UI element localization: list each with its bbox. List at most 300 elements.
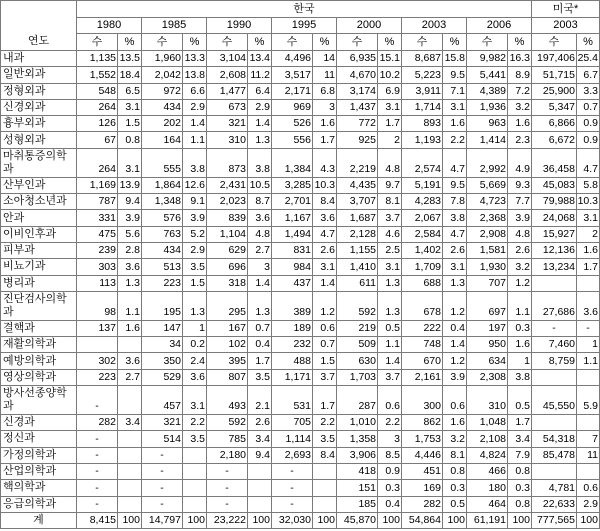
cell-kr-1995-count: - [272, 480, 313, 496]
cell-kr-2006-count: 1,048 [467, 415, 508, 431]
cell-kr-1980-count: 1,169 [77, 178, 118, 194]
cell-kr-1985-count: 434 [142, 243, 183, 259]
cell-kr-2000-count: 772 [337, 116, 378, 132]
cell-kr-2003-percent: 4.7 [443, 227, 467, 243]
cell-kr-2003-percent: 100 [443, 513, 467, 529]
cell-kr-1990-percent: 3.8 [248, 149, 272, 178]
cell-kr-1990-percent: 0.7 [248, 321, 272, 337]
cell-kr-2003-count: 670 [402, 353, 443, 369]
group-header-us: 미국* [532, 1, 600, 18]
cell-kr-2006-count: 697 [467, 292, 508, 321]
cell-kr-1985-percent: 2.9 [183, 100, 207, 116]
cell-kr-1990-count: 629 [207, 243, 248, 259]
cell-kr-1985-count: 223 [142, 276, 183, 292]
cell-kr-2000-percent: 0.6 [378, 386, 402, 415]
row-label: 안과 [1, 210, 77, 226]
cell-kr-2003-count: 2,161 [402, 370, 443, 386]
cell-kr-2006-count: 464 [467, 497, 508, 513]
cell-kr-2006-percent: 1.1 [508, 292, 532, 321]
cell-kr-1980-percent: 3.6 [118, 259, 142, 275]
cell-kr-1985-count: - [142, 448, 183, 464]
cell-kr-2006-count: 310 [467, 386, 508, 415]
cell-kr-1995-percent: 0.6 [313, 321, 337, 337]
cell-kr-1985-percent: 3.5 [183, 431, 207, 447]
cell-kr-1985-count: 14,797 [142, 513, 183, 529]
cell-kr-1985-percent [183, 448, 207, 464]
percent-column-header: % [118, 34, 142, 51]
cell-kr-1980-count: 303 [77, 259, 118, 275]
cell-kr-2003-count: 1,753 [402, 431, 443, 447]
row-label: 흉부외과 [1, 116, 77, 132]
cell-kr-1985-percent: 2.2 [183, 415, 207, 431]
cell-us-2003-percent: 2 [577, 227, 600, 243]
cell-kr-1995-count: 526 [272, 116, 313, 132]
cell-kr-1980-percent: 1.1 [118, 292, 142, 321]
cell-kr-1990-percent: 2.7 [248, 243, 272, 259]
cell-kr-1995-percent: 1.4 [313, 276, 337, 292]
cell-kr-1980-percent: 1.3 [118, 276, 142, 292]
year-header-kr-2000: 2000 [337, 18, 402, 34]
cell-kr-1985-count: 457 [142, 386, 183, 415]
cell-kr-1980-percent: 100 [118, 513, 142, 529]
cell-kr-1990-percent: 1.4 [248, 276, 272, 292]
cell-kr-2000-percent: 0.9 [378, 464, 402, 480]
cell-kr-2006-percent: 100 [508, 513, 532, 529]
cell-kr-2003-percent: 4.7 [443, 149, 467, 178]
cell-kr-2006-count: 2,308 [467, 370, 508, 386]
cell-kr-1990-percent: 8.7 [248, 194, 272, 210]
cell-kr-1985-percent: 1.1 [183, 132, 207, 148]
cell-kr-2003-percent: 8.1 [443, 448, 467, 464]
cell-kr-1980-count: 302 [77, 353, 118, 369]
cell-kr-2003-count: 2,067 [402, 210, 443, 226]
cell-kr-2003-count: 2,574 [402, 149, 443, 178]
cell-kr-1980-count: 264 [77, 149, 118, 178]
cell-kr-2006-percent: 0.8 [508, 464, 532, 480]
row-label: 신경외과 [1, 100, 77, 116]
cell-kr-1985-percent: 0.2 [183, 337, 207, 353]
cell-kr-2003-count: 54,864 [402, 513, 443, 529]
cell-kr-2000-count: 4,435 [337, 178, 378, 194]
cell-kr-1985-percent: 5.2 [183, 227, 207, 243]
cell-us-2003-count: 45,550 [532, 386, 577, 415]
cell-kr-2000-count: 4,670 [337, 67, 378, 83]
cell-kr-2003-count: 4,283 [402, 194, 443, 210]
cell-us-2003-count [532, 464, 577, 480]
cell-kr-1985-count: 972 [142, 84, 183, 100]
percent-column-header: % [313, 34, 337, 51]
cell-us-2003-percent: 4.7 [577, 149, 600, 178]
cell-kr-1995-percent: 3 [313, 100, 337, 116]
cell-kr-1990-count: 2,431 [207, 178, 248, 194]
cell-kr-2000-count: 3,707 [337, 194, 378, 210]
cell-kr-2006-count: 2,368 [467, 210, 508, 226]
cell-kr-1985-percent: 3.6 [183, 370, 207, 386]
cell-kr-2006-percent: 4.9 [508, 149, 532, 178]
cell-kr-2006-percent: 4.8 [508, 227, 532, 243]
cell-kr-1995-percent: 4.7 [313, 227, 337, 243]
cell-kr-2003-count: 5,191 [402, 178, 443, 194]
cell-kr-2003-count: 300 [402, 386, 443, 415]
row-label: 성형외과 [1, 132, 77, 148]
cell-kr-1985-percent: 3.1 [183, 386, 207, 415]
cell-kr-1980-count: - [77, 448, 118, 464]
cell-kr-1980-count: 1,552 [77, 67, 118, 83]
year-header-kr-1980: 1980 [77, 18, 142, 34]
cell-kr-2000-percent: 3.7 [378, 370, 402, 386]
cell-kr-1985-count: - [142, 464, 183, 480]
cell-kr-1990-count: 839 [207, 210, 248, 226]
cell-kr-2006-count: 5,669 [467, 178, 508, 194]
cell-kr-1985-count: 513 [142, 259, 183, 275]
cell-kr-2000-count: 151 [337, 480, 378, 496]
cell-kr-1985-percent [183, 464, 207, 480]
cell-kr-1980-count: 137 [77, 321, 118, 337]
cell-kr-1990-percent: 3.4 [248, 431, 272, 447]
group-header-korea: 한국 [77, 1, 532, 18]
cell-kr-1985-count: 202 [142, 116, 183, 132]
cell-kr-2006-count: 4,389 [467, 84, 508, 100]
cell-kr-1985-count: 350 [142, 353, 183, 369]
cell-kr-2006-count: 5,441 [467, 67, 508, 83]
cell-kr-1995-percent: 6.8 [313, 84, 337, 100]
cell-kr-2000-count: 45,870 [337, 513, 378, 529]
row-label: 정형외과 [1, 84, 77, 100]
cell-kr-1980-percent: 0.8 [118, 132, 142, 148]
row-label: 일반외과 [1, 67, 77, 83]
cell-kr-1995-count: 1,167 [272, 210, 313, 226]
cell-kr-1980-percent: 2.7 [118, 370, 142, 386]
cell-kr-2000-count: 219 [337, 321, 378, 337]
cell-kr-1990-count: 807 [207, 370, 248, 386]
cell-us-2003-count: 5,347 [532, 100, 577, 116]
cell-us-2003-count: 51,715 [532, 67, 577, 83]
cell-kr-1985-percent: 2.4 [183, 353, 207, 369]
cell-us-2003-count: 13,234 [532, 259, 577, 275]
cell-kr-1990-count: 785 [207, 431, 248, 447]
cell-kr-2000-percent: 1.4 [378, 353, 402, 369]
cell-kr-1980-percent [118, 337, 142, 353]
cell-kr-2006-count: 2,908 [467, 227, 508, 243]
cell-us-2003-percent: 25.4 [577, 51, 600, 67]
cell-kr-1985-percent [183, 497, 207, 513]
cell-kr-2000-percent: 1.3 [378, 292, 402, 321]
cell-kr-1985-percent: 13.3 [183, 51, 207, 67]
cell-us-2003-count: 85,478 [532, 448, 577, 464]
cell-kr-1985-count: 2,042 [142, 67, 183, 83]
cell-kr-2003-percent: 1.6 [443, 415, 467, 431]
cell-kr-1995-percent: 14 [313, 51, 337, 67]
cell-kr-2006-count: 2,108 [467, 431, 508, 447]
cell-kr-1990-count: 23,222 [207, 513, 248, 529]
cell-kr-1990-count: 3,104 [207, 51, 248, 67]
cell-kr-1995-percent: 8.4 [313, 194, 337, 210]
cell-kr-2003-count: 1,714 [402, 100, 443, 116]
cell-kr-1995-percent: 4.3 [313, 149, 337, 178]
cell-kr-2000-percent: 0.4 [378, 497, 402, 513]
cell-kr-2000-count: 3,174 [337, 84, 378, 100]
cell-kr-2003-percent: 3.1 [443, 259, 467, 275]
cell-us-2003-percent: 0.9 [577, 116, 600, 132]
cell-kr-1985-percent: 3.5 [183, 259, 207, 275]
cell-kr-1995-count: 189 [272, 321, 313, 337]
cell-us-2003-count: 7,460 [532, 337, 577, 353]
cell-us-2003-percent: 1.1 [577, 353, 600, 369]
cell-kr-1990-count: 2,608 [207, 67, 248, 83]
cell-kr-2006-percent: 1.7 [508, 415, 532, 431]
cell-kr-1995-count: 3,517 [272, 67, 313, 83]
cell-kr-1980-percent: 6.5 [118, 84, 142, 100]
row-label: 이비인후과 [1, 227, 77, 243]
row-label: 재활의학과 [1, 337, 77, 353]
cell-kr-1990-count: 696 [207, 259, 248, 275]
cell-kr-2006-percent: 7.2 [508, 84, 532, 100]
cell-kr-1995-count: 1,384 [272, 149, 313, 178]
cell-kr-1980-count: 98 [77, 292, 118, 321]
cell-kr-2003-percent: 0.5 [443, 497, 467, 513]
cell-kr-2006-count: 634 [467, 353, 508, 369]
year-header-kr-2006: 2006 [467, 18, 532, 34]
cell-us-2003-count [532, 370, 577, 386]
cell-kr-2006-count: 9,982 [467, 51, 508, 67]
cell-kr-1990-percent: 1.7 [248, 353, 272, 369]
cell-kr-2006-percent: 2.6 [508, 243, 532, 259]
cell-kr-2006-count: 963 [467, 116, 508, 132]
cell-kr-1985-percent: 3.8 [183, 149, 207, 178]
cell-kr-1990-percent: 13.4 [248, 51, 272, 67]
cell-kr-1985-count: 514 [142, 431, 183, 447]
cell-kr-2003-count: 3,911 [402, 84, 443, 100]
cell-kr-2003-count: 678 [402, 292, 443, 321]
cell-us-2003-count: - [532, 321, 577, 337]
cell-kr-2006-count: 707 [467, 276, 508, 292]
cell-kr-2003-count: 4,446 [402, 448, 443, 464]
cell-kr-2006-percent: 1.6 [508, 116, 532, 132]
cell-us-2003-percent: 3.6 [577, 292, 600, 321]
cell-kr-1995-count: 831 [272, 243, 313, 259]
year-header-kr-1985: 1985 [142, 18, 207, 34]
cell-kr-1980-count: 113 [77, 276, 118, 292]
cell-kr-1990-count: - [207, 480, 248, 496]
cell-kr-2000-count: 592 [337, 292, 378, 321]
cell-kr-2000-percent: 2.2 [378, 415, 402, 431]
cell-kr-2000-percent: 15.1 [378, 51, 402, 67]
row-label: 핵의학과 [1, 480, 77, 496]
cell-kr-1980-count: - [77, 431, 118, 447]
row-label: 내과 [1, 51, 77, 67]
row-label: 비뇨기과 [1, 259, 77, 275]
total-label: 계 [1, 513, 77, 529]
cell-kr-1980-count: 264 [77, 100, 118, 116]
cell-kr-2000-count: 6,935 [337, 51, 378, 67]
row-label: 가정의학과 [1, 448, 77, 464]
cell-kr-2000-percent: 4.6 [378, 227, 402, 243]
cell-kr-2006-percent: 7.9 [508, 448, 532, 464]
cell-kr-2006-percent: 7.7 [508, 194, 532, 210]
percent-column-header: % [443, 34, 467, 51]
cell-kr-1995-count: - [272, 497, 313, 513]
cell-us-2003-percent: 10.3 [577, 194, 600, 210]
cell-us-2003-percent: 5.8 [577, 178, 600, 194]
cell-kr-1985-percent: 13.8 [183, 67, 207, 83]
cell-kr-2006-percent: 3.9 [508, 210, 532, 226]
cell-kr-1990-count: 318 [207, 276, 248, 292]
count-column-header: 수 [532, 34, 577, 51]
cell-kr-1985-percent: 9.1 [183, 194, 207, 210]
cell-kr-1990-percent: 2.6 [248, 415, 272, 431]
cell-kr-1985-count: 164 [142, 132, 183, 148]
cell-kr-1995-percent: 2.2 [313, 415, 337, 431]
cell-kr-2000-count: 418 [337, 464, 378, 480]
cell-kr-2003-count: 893 [402, 116, 443, 132]
cell-us-2003-percent: 0.7 [577, 100, 600, 116]
row-label: 예방의학과 [1, 353, 77, 369]
cell-kr-1995-count: 556 [272, 132, 313, 148]
cell-kr-2006-count: 466 [467, 464, 508, 480]
cell-kr-2006-percent: 3.8 [508, 370, 532, 386]
cell-kr-1985-count: - [142, 497, 183, 513]
cell-us-2003-percent: 3.1 [577, 210, 600, 226]
cell-kr-2003-count: 282 [402, 497, 443, 513]
cell-kr-1990-count: 395 [207, 353, 248, 369]
cell-kr-2003-percent: 1.2 [443, 353, 467, 369]
cell-kr-2000-percent: 1.1 [378, 337, 402, 353]
cell-kr-2000-percent: 100 [378, 513, 402, 529]
cell-kr-1990-percent [248, 480, 272, 496]
cell-kr-2006-count: 1,414 [467, 132, 508, 148]
cell-kr-2000-count: 1,687 [337, 210, 378, 226]
cell-kr-2000-percent: 0.5 [378, 321, 402, 337]
cell-us-2003-count: 22,633 [532, 497, 577, 513]
cell-kr-1985-percent: 3.9 [183, 210, 207, 226]
cell-kr-1990-percent: 3.6 [248, 210, 272, 226]
cell-kr-2000-count: 509 [337, 337, 378, 353]
cell-kr-2003-percent: 1.3 [443, 276, 467, 292]
cell-kr-1990-percent: 11.2 [248, 67, 272, 83]
cell-kr-1985-percent: 1 [183, 321, 207, 337]
cell-kr-2006-count: 61,191 [467, 513, 508, 529]
cell-us-2003-percent: 5.9 [577, 386, 600, 415]
cell-kr-2006-count: 2,992 [467, 149, 508, 178]
cell-kr-1985-percent: 2.9 [183, 243, 207, 259]
cell-kr-1995-percent: 3.7 [313, 370, 337, 386]
cell-kr-1995-percent: 1.2 [313, 292, 337, 321]
percent-column-header: % [378, 34, 402, 51]
cell-kr-1980-percent: 1.5 [118, 116, 142, 132]
cell-us-2003-count: 6,866 [532, 116, 577, 132]
cell-kr-2006-count: 1,581 [467, 243, 508, 259]
cell-kr-1985-count: 34 [142, 337, 183, 353]
cell-kr-1990-count: 167 [207, 321, 248, 337]
cell-kr-1995-percent [313, 480, 337, 496]
cell-kr-2006-percent: 0.3 [508, 480, 532, 496]
cell-kr-1980-percent [118, 497, 142, 513]
year-header-kr-1990: 1990 [207, 18, 272, 34]
cell-kr-1995-count: 531 [272, 386, 313, 415]
cell-kr-2003-count: 748 [402, 337, 443, 353]
cell-kr-2006-percent: 9.3 [508, 178, 532, 194]
cell-us-2003-count: 197,406 [532, 51, 577, 67]
cell-kr-1995-count: 1,171 [272, 370, 313, 386]
cell-kr-1990-percent: 1.3 [248, 132, 272, 148]
cell-kr-1995-count: 1,494 [272, 227, 313, 243]
cell-kr-1985-percent: 1.3 [183, 292, 207, 321]
cell-kr-1995-count: 3,285 [272, 178, 313, 194]
cell-kr-1990-percent: 3.5 [248, 370, 272, 386]
cell-us-2003-percent: - [577, 321, 600, 337]
cell-kr-1995-percent: 3.1 [313, 259, 337, 275]
cell-us-2003-count: 12,136 [532, 243, 577, 259]
cell-kr-2003-percent: 1.6 [443, 116, 467, 132]
cell-kr-1990-percent [248, 464, 272, 480]
cell-kr-1985-count: 1,864 [142, 178, 183, 194]
cell-kr-2006-percent: 16.3 [508, 51, 532, 67]
cell-kr-2003-percent: 2.6 [443, 243, 467, 259]
cell-kr-2003-percent: 0.6 [443, 386, 467, 415]
cell-us-2003-count: 24,068 [532, 210, 577, 226]
cell-kr-2006-percent: 8.9 [508, 67, 532, 83]
cell-kr-1985-percent: 1.4 [183, 116, 207, 132]
cell-kr-1990-count: 102 [207, 337, 248, 353]
cell-kr-1990-count: 321 [207, 116, 248, 132]
cell-kr-1990-count: 2,023 [207, 194, 248, 210]
cell-kr-2000-count: 287 [337, 386, 378, 415]
count-column-header: 수 [77, 34, 118, 51]
cell-kr-2000-percent: 3 [378, 431, 402, 447]
cell-kr-1990-count: 1,104 [207, 227, 248, 243]
cell-kr-2000-percent: 2.5 [378, 243, 402, 259]
cell-us-2003-percent: 0.6 [577, 480, 600, 496]
cell-kr-1980-count: 223 [77, 370, 118, 386]
cell-kr-1980-percent [118, 480, 142, 496]
row-label: 산부인과 [1, 178, 77, 194]
cell-kr-1990-count: 493 [207, 386, 248, 415]
cell-kr-1980-percent: 2.8 [118, 243, 142, 259]
cell-kr-1980-count: - [77, 464, 118, 480]
cell-kr-1995-percent: 10.3 [313, 178, 337, 194]
cell-kr-2003-count: 8,687 [402, 51, 443, 67]
cell-kr-2006-count: 180 [467, 480, 508, 496]
row-label: 진단검사의학과 [1, 292, 77, 321]
cell-kr-1995-percent: 11 [313, 67, 337, 83]
cell-us-2003-count: 4,781 [532, 480, 577, 496]
year-header-kr-1995: 1995 [272, 18, 337, 34]
row-label: 마취통증의학과 [1, 149, 77, 178]
row-label: 산업의학과 [1, 464, 77, 480]
cell-kr-2003-percent: 1.2 [443, 292, 467, 321]
cell-kr-1990-count: 592 [207, 415, 248, 431]
row-label: 소아청소년과 [1, 194, 77, 210]
cell-kr-1995-count: 984 [272, 259, 313, 275]
cell-us-2003-count [532, 276, 577, 292]
cell-kr-1985-count: 434 [142, 100, 183, 116]
cell-kr-1980-count: 8,415 [77, 513, 118, 529]
cell-kr-1980-percent: 18.4 [118, 67, 142, 83]
cell-kr-2003-count: 688 [402, 276, 443, 292]
cell-kr-1995-percent: 1.7 [313, 386, 337, 415]
row-label: 결핵과 [1, 321, 77, 337]
percent-column-header: % [577, 34, 600, 51]
cell-kr-1995-count: 389 [272, 292, 313, 321]
cell-kr-2003-percent: 0.4 [443, 321, 467, 337]
cell-kr-1980-count: 548 [77, 84, 118, 100]
count-column-header: 수 [467, 34, 508, 51]
cell-kr-2006-percent: 0.3 [508, 321, 532, 337]
cell-kr-1995-count: 2,701 [272, 194, 313, 210]
cell-us-2003-percent [577, 464, 600, 480]
cell-kr-2000-percent: 10.2 [378, 67, 402, 83]
row-label: 응급의학과 [1, 497, 77, 513]
